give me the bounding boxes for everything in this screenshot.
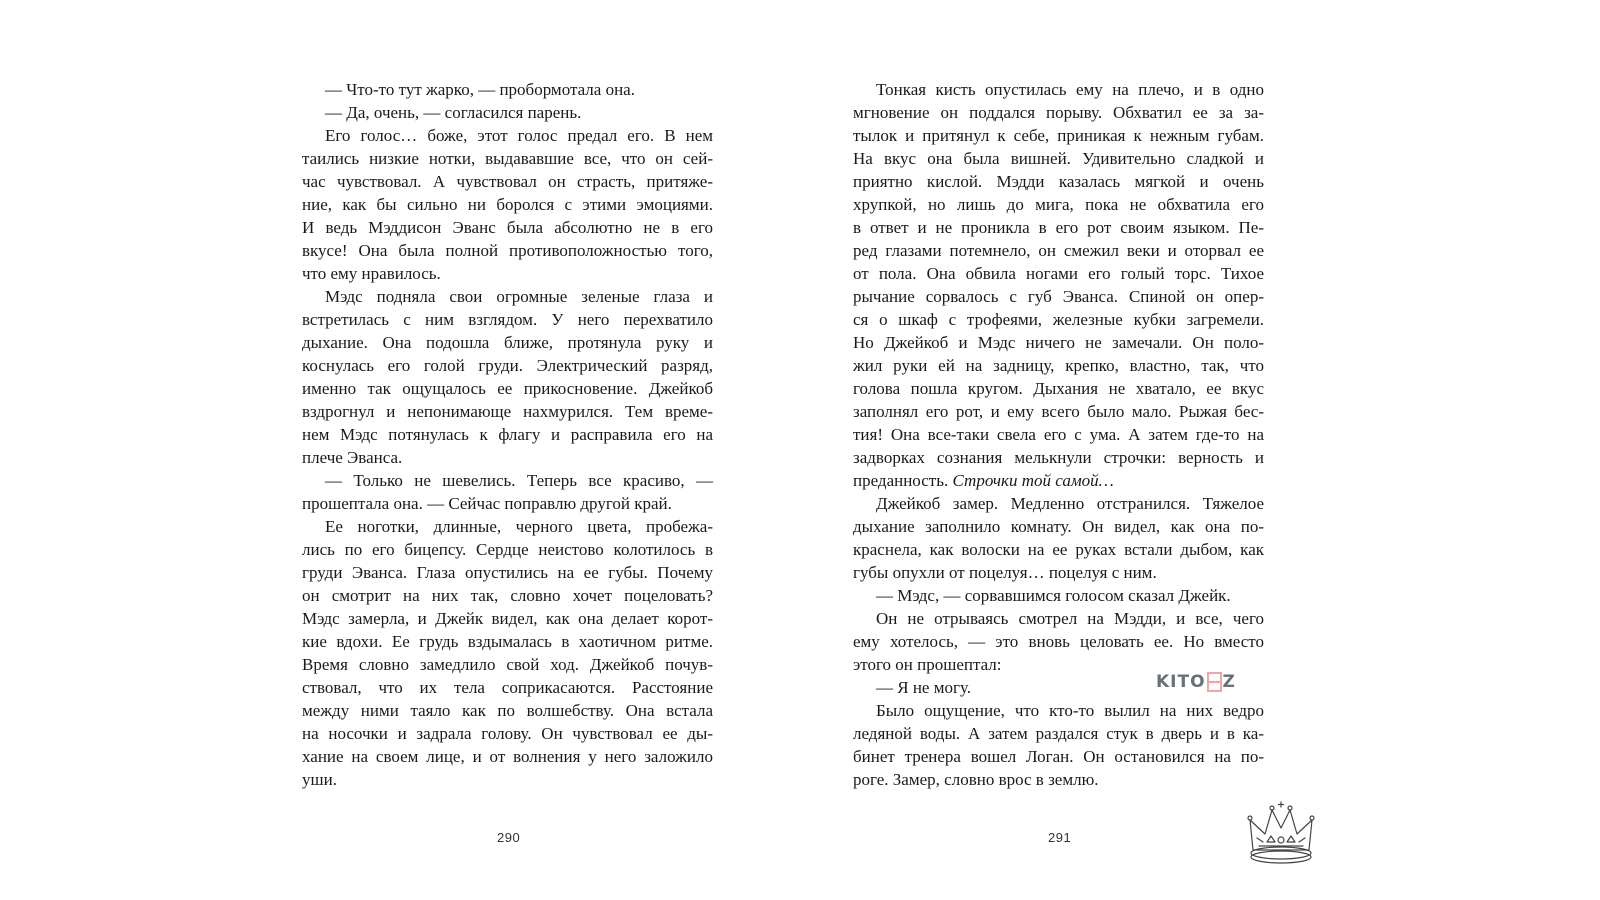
left-text-line: Время словно замедлило свой ход. Джейкоб почув-	[302, 655, 713, 674]
right-text-line: губы опухли от поцелуя… поцелуя с ним.	[853, 563, 1157, 582]
left-text-line: нем Мэдс потянулась к флагу и расправила его на	[302, 425, 713, 444]
right-text-line: голова пошла кругом. Дыхания не хватало, ее вкус	[853, 379, 1264, 398]
right-text-line: дыхание заполнило комнату. Он видел, как она по-	[853, 517, 1264, 536]
right-text-line: задворках сознания мелькнули строчки: верность и	[853, 448, 1264, 467]
watermark-text-right: Z	[1222, 672, 1236, 692]
right-text-line: мгновение он поддался порыву. Обхватил ее за за-	[853, 103, 1264, 122]
watermark-text-left: KITO	[1156, 672, 1206, 692]
left-text-line: — Да, очень, — согласился парень.	[325, 103, 582, 122]
right-text-line: тия! Она все-таки свела его с ума. А затем где-то на	[853, 425, 1264, 444]
watermark-b-icon	[1207, 672, 1222, 692]
right-text-line: — Мэдс, — сорвавшимся голосом сказал Джейк.	[876, 586, 1231, 605]
left-text-line: хание на своем лице, и от волнения у него заложило	[302, 747, 713, 766]
left-text-line: Его голос… боже, этот голос предал его. В нем	[325, 126, 713, 145]
right-text-line: Тонкая кисть опустилась ему на плечо, и в одно	[876, 80, 1264, 99]
left-text-line: лись по его бицепсу. Сердце неистово колотилось в	[302, 540, 713, 559]
right-text-line: от пола. Она обвила ногами его голый торс. Тихое	[853, 264, 1264, 283]
left-text-line: на носочки и задрала голову. Он чувствовал ее ды-	[302, 724, 713, 743]
right-text-line: ледяной воды. А затем раздался стук в дверь и в ка-	[853, 724, 1264, 743]
right-text-line: — Я не могу.	[876, 678, 972, 697]
left-text-line: час чувствовал. А чувствовал он страсть, притяже-	[302, 172, 713, 191]
right-text-line: На вкус она была вишней. Удивительно сладкой и	[853, 149, 1264, 168]
watermark-logo	[1156, 672, 1236, 692]
left-text-line: — Что-то тут жарко, — пробормотала она.	[325, 80, 635, 99]
right-text-line: Было ощущение, что кто-то вылил на них ведро	[876, 701, 1264, 720]
right-text-line: преданность. Строчки той самой…	[853, 471, 1114, 490]
left-text-line: коснулась его голой груди. Электрический разряд,	[302, 356, 713, 375]
left-text-line: дыхание. Она подошла ближе, протянула руку и	[302, 333, 713, 352]
left-text-line: Мэдс подняла свои огромные зеленые глаза и	[325, 287, 713, 306]
left-text-line: ствовал, что их тела соприкасаются. Расстояние	[302, 678, 713, 697]
left-text-line: вздрогнул и непонимающе нахмурился. Тем време-	[302, 402, 713, 421]
right-page-number: 291	[1048, 830, 1072, 845]
left-text-line: Ее ноготки, длинные, черного цвета, пробежа-	[325, 517, 713, 536]
left-text-line: что ему нравилось.	[302, 264, 441, 283]
left-text-line: кие вдохи. Ее грудь вздымалась в хаотичном ритме.	[302, 632, 713, 651]
right-text-line: ся о шкаф с трофеями, железные кубки загремели.	[853, 310, 1264, 329]
right-page	[800, 0, 1600, 900]
left-text-line: встретилась с ним взглядом. У него перехватило	[302, 310, 713, 329]
left-text-line: вкусе! Она была полной противоположностью того,	[302, 241, 713, 260]
left-text-line: Мэдс замерла, и Джейк видел, как она делает корот-	[302, 609, 713, 628]
italic-text: Строчки той самой…	[952, 471, 1114, 490]
right-text-line: заполнял его рот, и ему всего было мало. Рыжая бес-	[853, 402, 1264, 421]
right-text-line: ред глазами потемнело, он смежил веки и оторвал ее	[853, 241, 1264, 260]
right-text-line: этого он прошептал:	[853, 655, 1002, 674]
right-text-line: Джейкоб замер. Медленно отстранился. Тяжелое	[876, 494, 1264, 513]
left-text-line: прошептала она. — Сейчас поправлю другой край.	[302, 494, 672, 513]
right-text-line: краснела, как волоски на ее руках встали дыбом, как	[853, 540, 1264, 559]
right-text-line: в ответ и не проникла в его рот своим языком. Пе-	[853, 218, 1264, 237]
right-text-line: приятно кислой. Мэдди казалась мягкой и очень	[853, 172, 1264, 191]
right-text-line: Он не отрываясь смотрел на Мэдди, и все, чего	[876, 609, 1264, 628]
left-text-line: — Только не шевелись. Теперь все красиво, —	[325, 471, 713, 490]
left-text-line: груди Эванса. Глаза опустились на ее губы. Почему	[302, 563, 713, 582]
left-text-line: ние, как бы сильно ни боролся с этими эмоциями.	[302, 195, 713, 214]
right-text-line: бинет тренера вошел Логан. Он остановился на по-	[853, 747, 1264, 766]
right-text-line: Но Джейкоб и Мэдс ничего не замечали. Он поло-	[853, 333, 1264, 352]
right-text-line: тылок и притянул к себе, приникая к нежным губам.	[853, 126, 1264, 145]
left-page-number: 290	[497, 830, 521, 845]
right-text-line: рычание сорвалось с губ Эванса. Спиной он опер-	[853, 287, 1264, 306]
left-text-line: именно так ощущалось ее прикосновение. Джейкоб	[302, 379, 713, 398]
right-text-line: ему хотелось, — это вновь целовать ее. Но вместо	[853, 632, 1264, 651]
left-text-line: уши.	[302, 770, 337, 789]
left-page-text	[302, 78, 713, 791]
left-text-line: между ними таяло как по волшебству. Она встала	[302, 701, 713, 720]
crown-icon	[1245, 798, 1317, 866]
left-page-paragraphs	[302, 78, 713, 791]
right-text-line: хрупкой, но лишь до мига, пока не обхватила его	[853, 195, 1264, 214]
right-text-line: роге. Замер, словно врос в землю.	[853, 770, 1099, 789]
left-text-line: плече Эванса.	[302, 448, 403, 467]
left-text-line: И ведь Мэддисон Эванс была абсолютно не в его	[302, 218, 713, 237]
left-text-line: таились низкие нотки, выдававшие все, что он сей-	[302, 149, 713, 168]
left-text-line: он смотрит на них так, словно хочет поцеловать?	[302, 586, 713, 605]
right-text-line: жил руки ей на задницу, крепко, властно, так, что	[853, 356, 1264, 375]
